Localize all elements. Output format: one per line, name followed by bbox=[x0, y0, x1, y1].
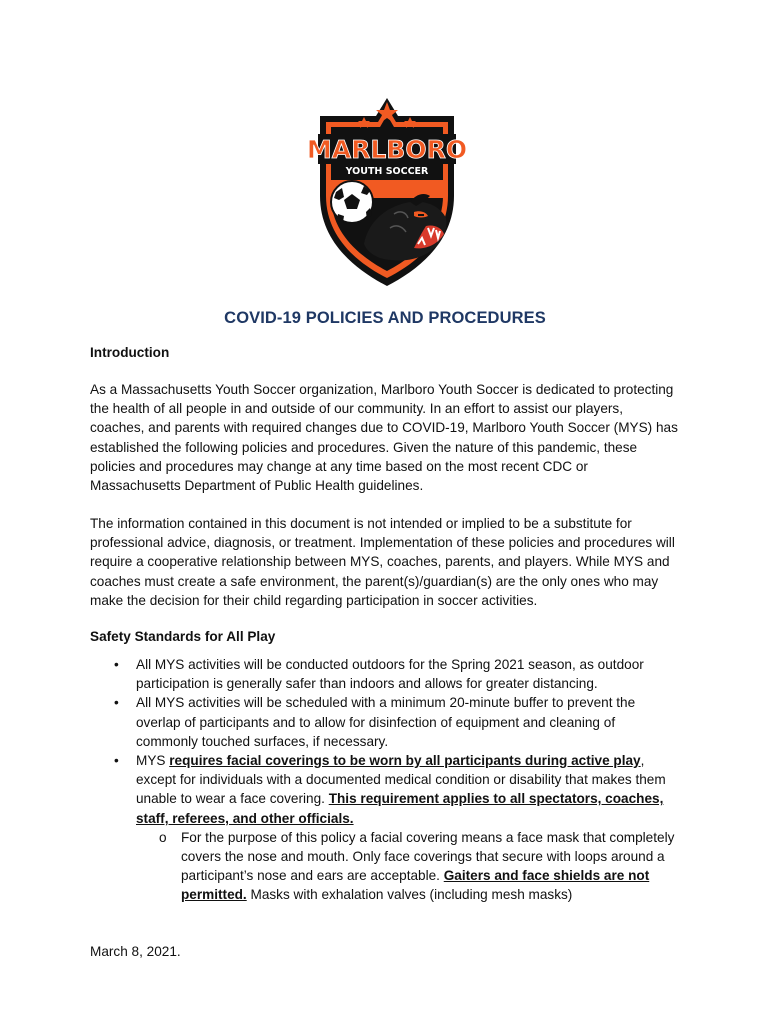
safety-bullet-list bbox=[90, 655, 680, 905]
sub-bullet-text: Masks with exhalation valves (including mesh masks) bbox=[246, 887, 573, 903]
bullet-text: All MYS activities will be conducted outdoors for the Spring 2021 season, as outdoor participation is generally safer than indoors and allows for greater distancing. bbox=[136, 657, 644, 692]
bullet-marker: • bbox=[114, 753, 119, 769]
intro-paragraph-2: The information contained in this document is not intended or implied to be a substitute for professional advice, diagnosis, or treatment. Implementation of these policies and procedures will require a cooperative relationship between MYS, coaches, parents, and players. While MYS and coaches must create a safe environment, the parent(s)/guardian(s) are the only ones who may make the decision for their child regarding participation in soccer activities. bbox=[90, 516, 675, 608]
emphasized-requirement: requires facial coverings to be worn by all participants during active play bbox=[169, 753, 641, 769]
bullet-marker: • bbox=[114, 657, 119, 672]
bullet-text-part: , except for individuals with a documented medical condition or disability that makes them unable to wear a face covering. bbox=[136, 753, 666, 807]
document-title: COVID-19 POLICIES AND PROCEDURES bbox=[224, 309, 546, 327]
list-item bbox=[90, 655, 680, 693]
bullet-text-part: MYS bbox=[136, 753, 170, 769]
sub-list-item bbox=[136, 828, 680, 905]
bullet-marker: • bbox=[114, 695, 119, 711]
safety-standards-heading: Safety Standards for All Play bbox=[90, 629, 276, 644]
introduction-heading: Introduction bbox=[90, 345, 170, 360]
emphasized-requirement: This requirement applies to all spectators, coaches, staff, referees, and other officials. bbox=[136, 791, 664, 826]
logo-subtitle: YOUTH SOCCER bbox=[345, 166, 429, 177]
sub-bullet-list bbox=[136, 828, 680, 905]
bullet-text: All MYS activities will be scheduled with a minimum 20-minute buffer to prevent the overlap of participants and to allow for disinfection of equipment and cleaning of commonly touched surfaces, if necessary. bbox=[136, 695, 636, 749]
intro-paragraph-1: As a Massachusetts Youth Soccer organization, Marlboro Youth Soccer is dedicated to protecting the health of all people in and outside of our community. In an effort to assist our players, coaches, and parents with required changes due to COVID-19, Marlboro Youth Soccer (MYS) has established the following policies and procedures. Given the nature of this pandemic, these policies and procedures may change at any time based on the most recent CDC or Massachusetts Department of Public Health guidelines. bbox=[90, 382, 678, 494]
list-item bbox=[90, 693, 680, 751]
logo-title: MARLBORO bbox=[306, 135, 468, 164]
marlboro-youth-soccer-logo bbox=[306, 94, 468, 290]
emphasized-requirement: Gaiters and face shields are not permitted. bbox=[181, 868, 650, 903]
sub-bullet-marker: o bbox=[159, 829, 167, 845]
sub-bullet-text: For the purpose of this policy a facial covering means a face mask that completely covers the nose and mouth. Only face coverings that secure with loops around a participant’s nose and ears are acceptable. bbox=[181, 829, 675, 884]
list-item bbox=[90, 751, 680, 905]
footer-date: March 8, 2021. bbox=[90, 944, 181, 959]
